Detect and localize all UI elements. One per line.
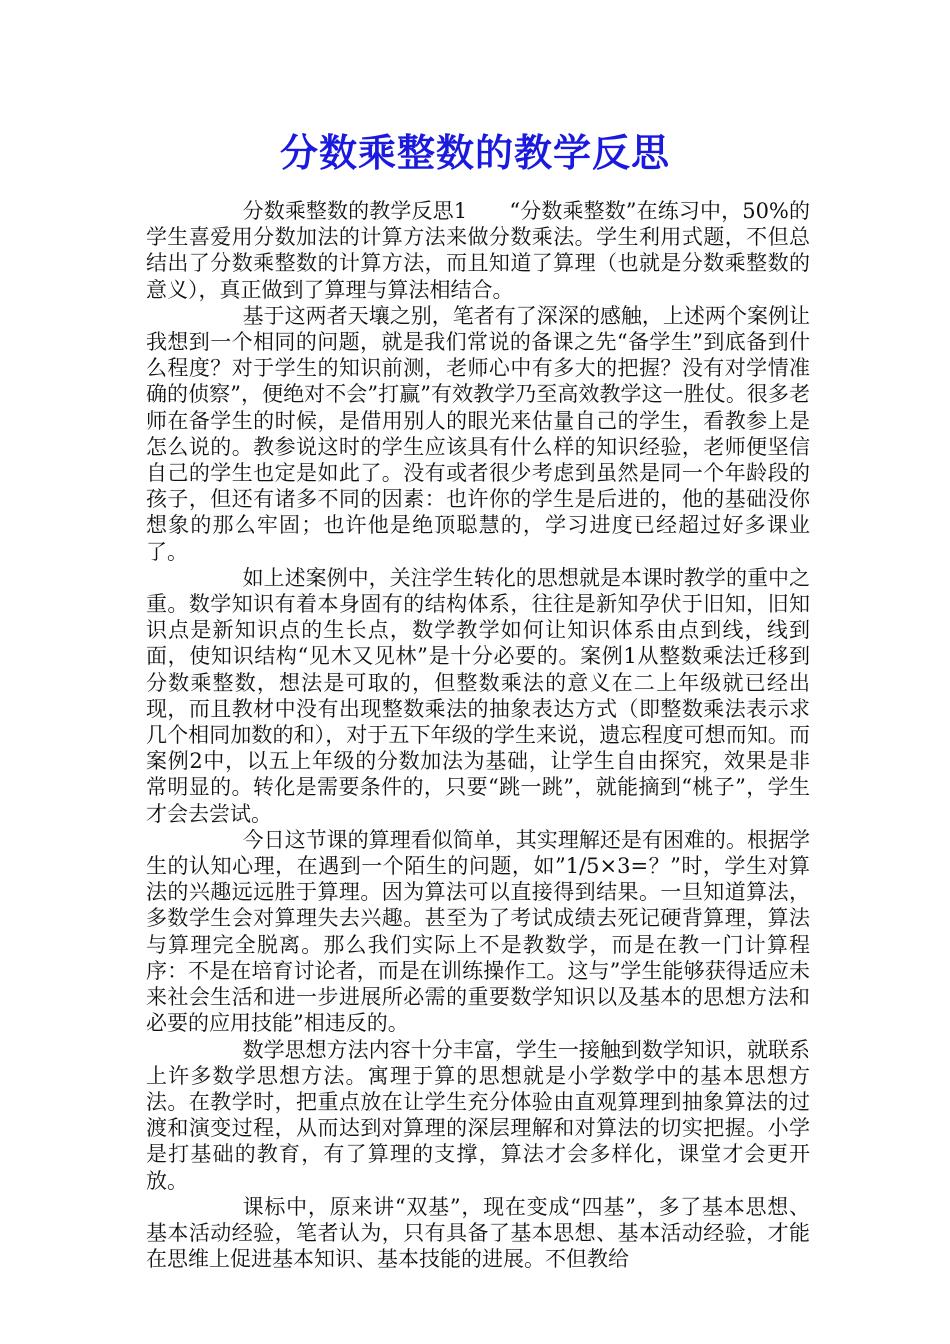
document-body [146,198,810,1272]
paragraph-4: 今日这节课的算理看似简单，其实理解还是有困难的。根据学生的认知心理，在遇到一个陌生的问题，如”1/5×3=？”时，学生对算法的兴趣远远胜于算理。因为算法可以直接得到结果。一旦知道算法，多数学生会对算理失去兴趣。甚至为了考试成绩去死记硬背算理，算法与算理完全脱离。那么我们实际上不是教数学，而是在教一门计算程序：不是在培育讨论者，而是在训练操作工。这与”学生能够获得适应未来社会生活和进一步进展所必需的重要数学知识以及基本的思想方法和必要的应用技能”相违反的。 [146,827,810,1036]
paragraph-3: 如上述案例中，关注学生转化的思想就是本课时教学的重中之重。数学知识有着本身固有的结构体系，往往是新知孕伏于旧知，旧知识点是新知识点的生长点，数学教学如何让知识体系由点到线，线到面，使知识结构“见木又见林”是十分必要的。案例1从整数乘法迁移到分数乘整数，想法是可取的，但整数乘法的意义在二上年级就已经出现，而且教材中没有出现整数乘法的抽象表达方式（即整数乘法表示求几个相同加数的和），对于五下年级的学生来说，遗忘程度可想而知。而案例2中，以五上年级的分数加法为基础，让学生自由探究，效果是非常明显的。转化是需要条件的，只要“跳一跳”，就能摘到“桃子”，学生才会去尝试。 [146,565,810,826]
paragraph-6: 课标中，原来讲“双基”，现在变成“四基”，多了基本思想、基本活动经验，笔者认为，只有具备了基本思想、基本活动经验，才能在思维上促进基本知识、基本技能的进展。不但教给 [146,1194,810,1272]
document-title: 分数乘整数的教学反思 [279,130,670,175]
paragraph-2: 基于这两者天壤之别，笔者有了深深的感触，上述两个案例让我想到一个相同的问题，就是我们常说的备课之先“备学生”到底备到什么程度？对于学生的知识前测，老师心中有多大的把握？没有对学情准确的侦察”，便绝对不会”打赢”有效教学乃至高效教学这一胜仗。很多老师在备学生的时候，是借用别人的眼光来估量自己的学生，看教参上是怎么说的。教参说这时的学生应该具有什么样的知识经验，老师便坚信自己的学生也定是如此了。没有或者很少考虑到虽然是同一个年龄段的孩子，但还有诸多不同的因素：也许你的学生是后进的，他的基础没你想象的那么牢固；也许他是绝顶聪慧的，学习进度已经超过好多课业了。 [146,303,810,564]
paragraph-5: 数学思想方法内容十分丰富，学生一接触到数学知识，就联系上许多数学思想方法。寓理于算的思想就是小学数学中的基本思想方法。在教学时，把重点放在让学生充分体验由直观算理到抽象算法的过渡和演变过程，从而达到对算理的深层理解和对算法的切实把握。小学是打基础的教育，有了算理的支撑，算法才会多样化，课堂才会更开放。 [146,1037,810,1193]
paragraph-1: 分数乘整数的教学反思1 “分数乘整数”在练习中，50%的学生喜爱用分数加法的计算方法来做分数乘法。学生利用式题，不但总结出了分数乘整数的计算方法，而且知道了算理（也就是分数乘整数的意义），真正做到了算理与算法相结合。 [146,199,810,302]
